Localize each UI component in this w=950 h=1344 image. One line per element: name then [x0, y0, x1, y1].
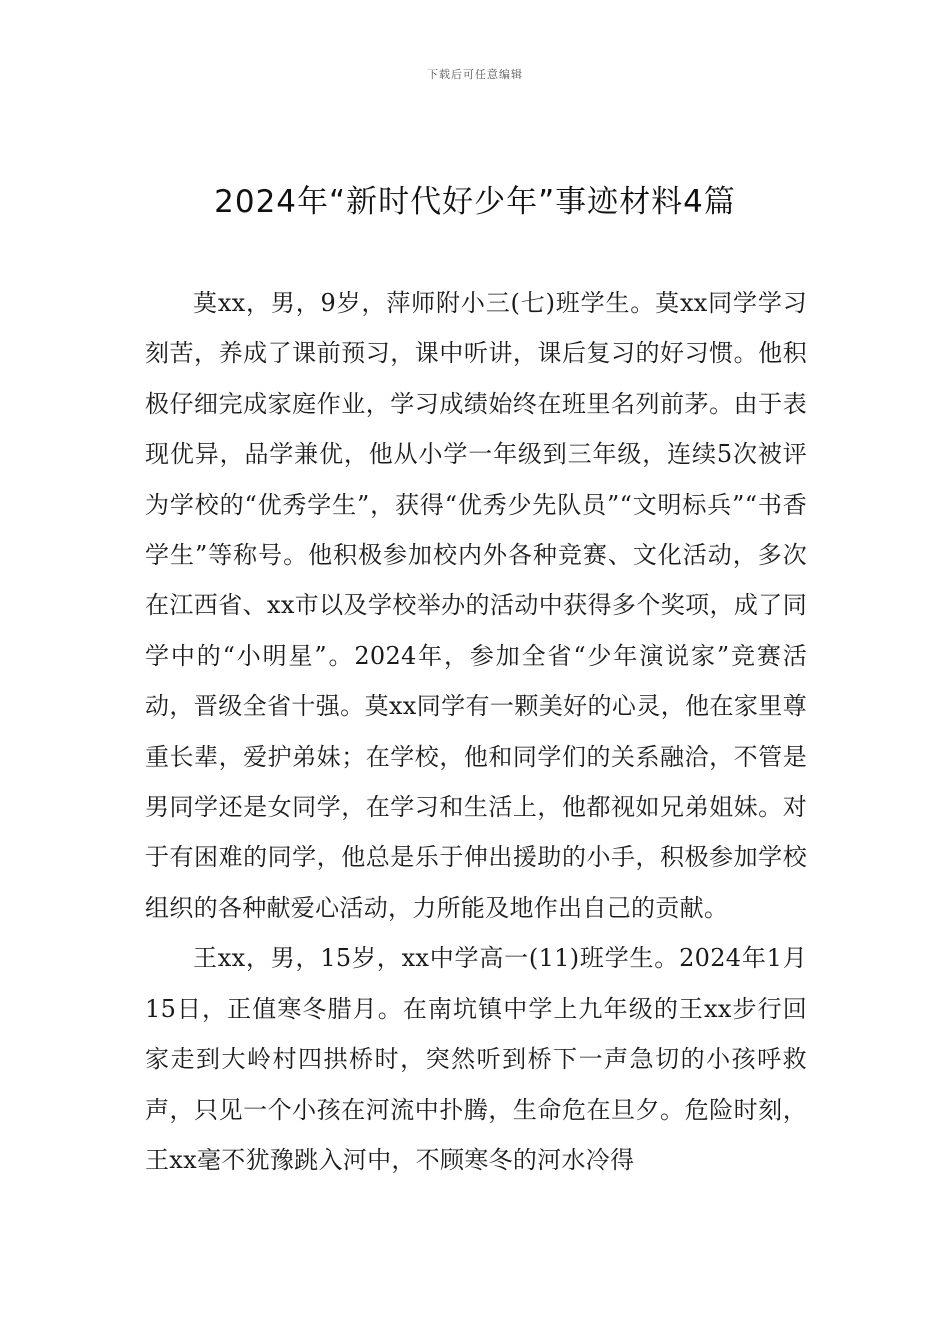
document-body [145, 278, 807, 1185]
paragraph-1: 莫xx，男，9岁，萍师附小三(七)班学生。莫xx同学学习刻苦，养成了课前预习，课中听讲，课后复习的好习惯。他积极仔细完成家庭作业，学习成绩始终在班里名列前茅。由于表现优异，品学兼优，他从小学一年级到三年级，连续5次被评为学校的“优秀学生”，获得“优秀少先队员”“文明标兵”“书香学生”等称号。他积极参加校内外各种竞赛、文化活动，多次在江西省、xx市以及学校举办的活动中获得多个奖项，成了同学中的“小明星”。2024年，参加全省“少年演说家”竞赛活动，晋级全省十强。莫xx同学有一颗美好的心灵，他在家里尊重长辈，爱护弟妹；在学校，他和同学们的关系融洽，不管是男同学还是女同学，在学习和生活上，他都视如兄弟姐妹。对于有困难的同学，他总是乐于伸出援助的小手，积极参加学校组织的各种献爱心活动，力所能及地作出自己的贡献。 [145, 289, 807, 922]
page-header-note: 下载后可任意编辑 [427, 68, 523, 81]
document-title: 2024年“新时代好少年”事迹材料4篇 [214, 184, 736, 220]
paragraph-2: 王xx，男，15岁，xx中学高一(11)班学生。2024年1月15日，正值寒冬腊月。在南坑镇中学上九年级的王xx步行回家走到大岭村四拱桥时，突然听到桥下一声急切的小孩呼救声，只见一个小孩在河流中扑腾，生命危在旦夕。危险时刻，王xx毫不犹豫跳入河中，不顾寒冬的河水冷得 [145, 944, 807, 1174]
